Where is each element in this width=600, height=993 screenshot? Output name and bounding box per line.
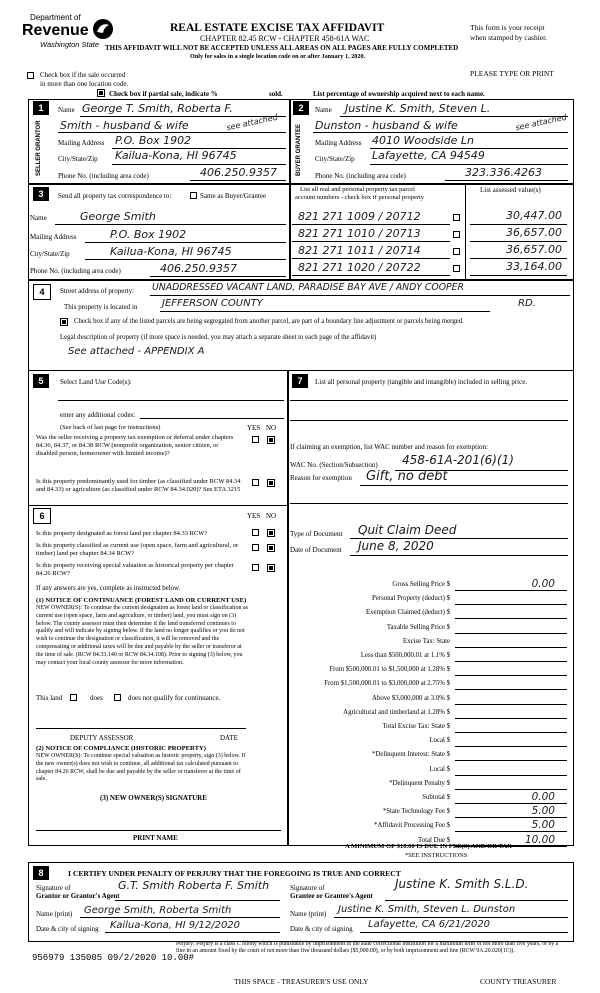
street-address-line — [150, 295, 570, 296]
seller-city[interactable]: Kailua-Kona, HI 96745 — [115, 149, 237, 162]
personal-property-label: List all personal property (tangible and intangible) included in selling price. — [315, 378, 528, 386]
this-land-label: This land — [36, 694, 63, 702]
seller-mail-label: Mailing Address — [58, 139, 105, 147]
tax-row-line — [455, 647, 567, 648]
question-historic: Is this property receiving special valuation as historical property per chapter 84.26 RCW? — [36, 562, 234, 577]
buyer-phone-label: Phone No. (including area code) — [315, 172, 406, 180]
timber-no-checkbox[interactable] — [267, 479, 275, 487]
same-as-buyer-checkbox[interactable] — [190, 192, 197, 199]
parcel-number[interactable]: 821 271 1011 / 20714 — [298, 244, 421, 257]
same-as-buyer-label: Same as Buyer/Grantee — [200, 192, 267, 200]
multi-location-text: Check box if the sale occurred — [40, 71, 126, 79]
grantee-sig-label-1: Signature of — [290, 884, 325, 892]
does-not-checkbox[interactable] — [114, 694, 121, 701]
historic-no-checkbox[interactable] — [267, 564, 275, 572]
street-address-2[interactable]: RD. — [518, 298, 536, 309]
tax-row-label: From $500,000.01 to $1,500,000 at 1.28% $ — [329, 666, 450, 673]
grantor-sig-label-2: Grantor or Grantor's Agent — [36, 892, 120, 900]
street-address-label: Street address of property: — [60, 287, 135, 295]
sold-text: sold. — [269, 90, 283, 98]
assessed-value[interactable]: 36,657.00 — [506, 243, 562, 256]
buyer-phone-line — [445, 180, 568, 181]
see-instructions-note: *SEE INSTRUCTIONS — [405, 852, 468, 859]
corr-name-line — [55, 224, 286, 225]
tax-row-label: Less than $500,000.01 at 1.1% $ — [360, 652, 450, 659]
assessed-value[interactable]: 33,164.00 — [506, 260, 562, 273]
parcels-header-1: List all real and personal property tax parcel — [300, 186, 415, 193]
seller-vertical-label: SELLER GRANTOR — [36, 120, 42, 176]
tax-row-line — [455, 789, 567, 790]
seller-phone-label: Phone No. (including area code) — [58, 172, 149, 180]
tax-row-line — [455, 760, 567, 761]
no-header-2: NO — [266, 512, 277, 520]
tax-row-line — [455, 746, 567, 747]
current-use-no-checkbox[interactable] — [267, 544, 275, 552]
buyer-city[interactable]: Lafayette, CA 94549 — [372, 149, 485, 162]
parcels-header-2: account numbers - check box if personal property — [295, 194, 425, 201]
tax-row-label: Local $ — [429, 766, 450, 773]
question-timber: Is this property predominantly used for timber (as classified under RCW 84.34 and 84.33) or agriculture (as classified under RCW 84.34.020)? See ETA 3215 — [36, 478, 241, 493]
grantor-date-line — [105, 932, 280, 933]
legal-description-label: Legal description of property (if more space is needed, you may attach a separate sheet to each page of the affidavit) — [60, 334, 377, 341]
segregated-label: Check box if any of the listed parcels are being segregated from another parcel, are part of a boundary line adjustment or parcels being merged. — [74, 318, 464, 325]
grantor-sig-line — [115, 900, 280, 901]
yes-header: YES — [247, 424, 261, 432]
located-county[interactable]: JEFFERSON COUNTY — [162, 298, 263, 309]
reason-label: Reason for exemption — [290, 474, 352, 482]
tax-row-line — [455, 661, 567, 662]
grantor-date-label: Date & city of signing — [36, 925, 99, 933]
tax-row-label: Agricultural and timberland at 1.28% $ — [343, 709, 450, 716]
tax-row-line — [455, 704, 567, 705]
department-of-text: Department of — [30, 13, 81, 22]
exemption-yes-checkbox[interactable] — [252, 436, 259, 443]
tax-row-line — [455, 604, 567, 605]
send-correspondence-label: Send all property tax correspondence to: — [58, 192, 172, 200]
street-address[interactable]: UNADDRESSED VACANT LAND, PARADISE BAY AVE / ANDY COOPER — [152, 282, 464, 293]
value-line — [470, 224, 567, 225]
form-warning: THIS AFFIDAVIT WILL NOT BE ACCEPTED UNLESS ALL AREAS ON ALL PAGES ARE FULLY COMPLETED — [105, 44, 459, 52]
land-use-line — [58, 400, 284, 401]
value-line — [470, 241, 567, 242]
forest-yes-checkbox[interactable] — [252, 529, 259, 536]
buyer-name-1[interactable]: Justine K. Smith, Steven L. — [345, 102, 491, 115]
document-type[interactable]: Quit Claim Deed — [358, 523, 457, 537]
wac-label: WAC No. (Section/Subsection) — [290, 461, 378, 469]
located-line — [160, 311, 490, 312]
section-5-number: 5 — [33, 374, 49, 388]
doc-date-line — [350, 555, 568, 556]
segregated-checkbox[interactable] — [60, 318, 68, 326]
buyer-city-line — [370, 164, 568, 165]
section-6-divider — [29, 505, 287, 506]
exemption-claim-label: If claiming an exemption, list WAC number and reason for exemption: — [290, 443, 488, 451]
corr-mail-line — [85, 242, 286, 243]
forest-no-checkbox[interactable] — [267, 529, 275, 537]
parcel-number[interactable]: 821 271 1010 / 20713 — [298, 227, 421, 240]
if-yes-note: If any answers are yes, complete as instructed below. — [36, 585, 181, 592]
personal-property-checkbox[interactable] — [453, 214, 460, 221]
grantee-name-print-label: Name (print) — [290, 910, 327, 918]
document-date[interactable]: June 8, 2020 — [358, 539, 434, 553]
value-line — [470, 258, 567, 259]
corr-city-line — [85, 259, 286, 260]
corr-phone[interactable]: 406.250.9357 — [160, 262, 237, 275]
assessed-value-header: List assessed value(s) — [480, 186, 541, 194]
tax-row-label: Personal Property (deduct) $ — [372, 595, 450, 602]
parcel-number[interactable]: 821 271 1020 / 20722 — [298, 261, 421, 274]
certify-statement: I CERTIFY UNDER PENALTY OF PERJURY THAT THE FOREGOING IS TRUE AND CORRECT — [68, 869, 401, 878]
see-back-label: (See back of last page for instructions) — [60, 424, 161, 431]
assessed-value[interactable]: 30,447.00 — [506, 209, 562, 222]
question-exemption: Was the seller receiving a property tax exemption or deferral under chapters 84.36, 84.37, or 84.38 RCW (nonprofit organization, senior citizen, or disabled person, homeowner with limited income)? — [36, 434, 234, 457]
legal-description[interactable]: See attached - APPENDIX A — [68, 346, 205, 357]
corr-mail-label: Mailing Address — [30, 233, 77, 241]
tax-row-line — [455, 590, 567, 591]
additional-codes-label: enter any additional codes: — [60, 411, 136, 419]
tax-row-line — [455, 803, 567, 804]
tax-row-label: Total Excise Tax: State $ — [382, 723, 450, 730]
tax-row-line — [455, 732, 567, 733]
grantee-name-line — [334, 917, 568, 918]
notice-continuance-body: NEW OWNER(S): To continue the current designation as forest land or classification as current use (open space, farm and agriculture, or timber) land, you must sign on (3) below. The county assessor must then determine if the land transferred continues to qualify and will indicate by signing below. If the land no longer qualifies or you do not wish to continue the designation or classification, it will be removed and the compensating or additional taxes will be due and payable by the seller or transferor at the time of sale. (RCW 84.33.140 or RCW 84.34.108). Prior to signing (3) below, you may contact your local county assessor for more information. — [36, 605, 248, 666]
parcel-line — [292, 258, 450, 259]
tax-row-label: *State Technology Fee $ — [382, 808, 450, 815]
section-6-number: 6 — [33, 508, 51, 524]
county-treasurer-label: COUNTY TREASURER — [480, 977, 557, 986]
seller-name-1[interactable]: George T. Smith, Roberta F. — [82, 102, 233, 115]
cashier-stamp: 956979 135005 09/2/2020 10.00# — [32, 953, 195, 963]
does-not-label: does not qualify for continuance. — [128, 694, 221, 702]
grantor-name-print[interactable]: George Smith, Roberta Smith — [84, 905, 232, 916]
print-name-label: PRINT NAME — [133, 834, 178, 842]
partial-sale-checkbox[interactable] — [97, 89, 105, 97]
ownership-note: List percentage of ownership acquired next to each name. — [313, 90, 485, 98]
grantor-name-line — [80, 917, 280, 918]
tax-row-line — [455, 718, 567, 719]
tax-row-label: Local $ — [429, 737, 450, 744]
washington-text: Washington State — [40, 40, 100, 49]
tax-row-label: Exemption Claimed (deduct) $ — [366, 609, 450, 616]
section-1-number: 1 — [33, 101, 49, 115]
form-warning-2: Only for sales in a single location code on or after January 1, 2020. — [190, 53, 366, 60]
tax-row-label: From $1,500,000.01 to $3,000,000 at 2.75% $ — [324, 680, 450, 687]
form-chapter: CHAPTER 82.45 RCW - CHAPTER 458-61A WAC — [200, 34, 370, 43]
corr-city[interactable]: Kailua-Kona, HI 96745 — [110, 245, 232, 258]
seller-mail[interactable]: P.O. Box 1902 — [115, 134, 192, 147]
corr-name-label: Name — [30, 214, 47, 222]
question-forest: Is this property designated as forest land per chapter 84.33 RCW? — [36, 530, 208, 537]
please-type: PLEASE TYPE OR PRINT — [470, 69, 554, 78]
partial-sale-text: Check box if partial sale, indicate % — [109, 90, 218, 98]
seller-name-line-2 — [58, 132, 286, 133]
value-line — [470, 275, 567, 276]
grantee-signature[interactable]: Justine K. Smith S.L.D. — [395, 877, 529, 891]
treasurer-use-label: THIS SPACE - TREASURER'S USE ONLY — [234, 977, 369, 986]
assessed-value[interactable]: 36,657.00 — [506, 226, 562, 239]
buyer-see-attached: see attached — [514, 112, 568, 133]
buyer-phone[interactable]: 323.336.4263 — [465, 166, 542, 179]
tax-row-value[interactable]: 0.00 — [531, 791, 555, 803]
buyer-name-line-1 — [340, 116, 568, 117]
section-7-number: 7 — [292, 374, 308, 388]
parcel-line — [292, 275, 450, 276]
notice-compliance-body: NEW OWNER(S): To continue special valuation as historic property, sign (3) below. If the new owner(s) does not wish to continue, all additional tax calculated pursuant to chapter 84.26 RCW, shall be due and payable by the seller or transferor at the time of sale. — [36, 753, 246, 783]
section-3-number: 3 — [33, 187, 49, 201]
yes-header-2: YES — [247, 512, 261, 520]
buyer-name-2[interactable]: Dunston - husband & wife — [315, 119, 458, 132]
current-use-yes-checkbox[interactable] — [252, 544, 259, 551]
tax-row-label: Above $3,000,000 at 3.0% $ — [372, 695, 450, 702]
notice-compliance-title: (2) NOTICE OF COMPLIANCE (HISTORIC PROPERTY) — [36, 745, 206, 752]
buyer-city-label: City/State/Zip — [315, 155, 355, 163]
no-header: NO — [266, 424, 277, 432]
exemption-reason[interactable]: Gift, no debt — [366, 469, 448, 484]
grantor-date-city[interactable]: Kailua-Kona, HI 9/12/2020 — [110, 920, 241, 931]
seller-name-2[interactable]: Smith - husband & wife — [60, 119, 189, 132]
buyer-vertical-label: BUYER GRANTEE — [296, 123, 302, 176]
section-4-number: 4 — [33, 284, 51, 300]
corr-phone-line — [150, 276, 286, 277]
personal-property-line-1 — [290, 400, 568, 401]
tax-row-line — [455, 633, 567, 634]
land-use-label: Select Land Use Code(s): — [60, 378, 132, 386]
tax-row-line — [455, 817, 567, 818]
grantee-sig-label-2: Grantee or Grantee's Agent — [290, 892, 373, 900]
print-name-line — [36, 830, 281, 831]
buyer-name-line-2 — [313, 132, 568, 133]
parcel-line — [292, 241, 450, 242]
tax-row-value[interactable]: 0.00 — [531, 578, 555, 590]
grantee-date-city[interactable]: Lafayette, CA 6/21/2020 — [368, 919, 491, 930]
does-checkbox[interactable] — [70, 694, 77, 701]
deputy-assessor-label: DEPUTY ASSESSOR — [70, 734, 134, 742]
revenue-emblem-icon — [92, 18, 114, 40]
exemption-no-checkbox[interactable] — [267, 436, 275, 444]
tax-row-label: *Affidavit Processing Fee $ — [374, 822, 450, 829]
receipt-line-2: when stamped by cashier. — [470, 33, 548, 42]
parcel-number[interactable]: 821 271 1009 / 20712 — [298, 210, 421, 223]
personal-property-line-2 — [290, 420, 568, 421]
tax-row-label: *Delinquent Interest: State $ — [372, 751, 450, 758]
section-2-number: 2 — [293, 101, 309, 115]
form-title: REAL ESTATE EXCISE TAX AFFIDAVIT — [170, 22, 385, 34]
question-current-use: Is this property classified as current use (open space, farm and agricultural, or timber) land per chapter 84.34 RCW? — [36, 542, 239, 557]
tax-row-label: Taxable Selling Price $ — [386, 624, 450, 631]
seller-phone-line — [190, 180, 286, 181]
grantor-sig-label-1: Signature of — [36, 884, 71, 892]
tax-row-value[interactable]: 5.00 — [531, 805, 555, 817]
buyer-mail[interactable]: 4010 Woodside Ln — [372, 134, 474, 147]
does-label: does — [90, 694, 103, 702]
timber-yes-checkbox[interactable] — [252, 479, 259, 486]
tax-row-line — [455, 775, 567, 776]
grantor-name-print-label: Name (print) — [36, 910, 73, 918]
tax-row-label: Gross Selling Price $ — [392, 581, 450, 588]
doc-date-label: Date of Document — [290, 546, 342, 554]
seller-phone[interactable]: 406.250.9357 — [200, 166, 277, 179]
revenue-text: Revenue — [22, 22, 89, 39]
seller-name-label: Name — [58, 106, 75, 114]
reason-line — [360, 485, 568, 486]
minimum-due-note: A MINIMUM OF $10.00 IS DUE IN FEE(S) AND/OR TAX — [345, 843, 512, 850]
personal-property-checkbox[interactable] — [453, 265, 460, 272]
wac-number[interactable]: 458-61A-201(6)(1) — [402, 453, 514, 467]
new-owner-signature-label: (3) NEW OWNER(S) SIGNATURE — [100, 794, 207, 802]
parcel-line — [292, 224, 450, 225]
tax-row-value[interactable]: 10.00 — [524, 834, 555, 846]
parcels-divider — [465, 184, 466, 279]
seller-city-line — [112, 164, 286, 165]
reason-line-2 — [290, 503, 568, 504]
receipt-line-1: This form is your receipt — [470, 23, 545, 32]
perjury-notice: Perjury: Perjury is a class C felony which is punishable by imprisonment in the state correctional institution for a maximum term of not more than five years, or by a fine in an amount fixed by the court of not more than five thousand dollars ($5,000.00), or by both imprisonment and fine (RCW 9A.20.020(1C)). — [176, 941, 559, 954]
tax-row-label: Total Due $ — [418, 837, 450, 844]
tax-row-line — [455, 831, 567, 832]
grantor-signature[interactable]: G.T. Smith Roberta F. Smith — [118, 879, 270, 892]
corr-name[interactable]: George Smith — [80, 210, 156, 223]
corr-mail[interactable]: P.O. Box 1902 — [110, 228, 187, 241]
multi-location-text-2: in more than one location code. — [40, 80, 129, 88]
multi-location-checkbox[interactable] — [27, 72, 34, 79]
seller-see-attached: see attached — [225, 112, 279, 133]
historic-yes-checkbox[interactable] — [252, 564, 259, 571]
tax-row-line — [455, 689, 567, 690]
additional-codes-line — [140, 418, 284, 419]
tax-row-label: Excise Tax: State — [403, 638, 450, 645]
deputy-line — [36, 728, 246, 729]
tax-row-line — [455, 675, 567, 676]
doc-type-label: Type of Document — [290, 530, 343, 538]
corr-city-label: City/State/Zip — [30, 250, 70, 258]
tax-row-label: Subtotal $ — [422, 794, 450, 801]
buyer-name-label: Name — [315, 106, 332, 114]
located-in-label: This property is located in — [64, 303, 138, 311]
grantee-name-print[interactable]: Justine K. Smith, Steven L. Dunston — [338, 904, 516, 915]
grantee-date-label: Date & city of signing — [290, 925, 353, 933]
tax-row-line — [455, 618, 567, 619]
notice-continuance-title: (1) NOTICE OF CONTINUANCE (FOREST LAND OR CURRENT USE) — [36, 597, 247, 604]
grantee-sig-line — [385, 900, 568, 901]
corr-phone-label: Phone No. (including area code) — [30, 267, 121, 275]
tax-row-label: *Delinquent Penalty $ — [389, 780, 450, 787]
tax-row-value[interactable]: 5.00 — [531, 819, 555, 831]
grantee-date-line — [360, 932, 568, 933]
personal-property-checkbox[interactable] — [453, 248, 460, 255]
personal-property-checkbox[interactable] — [453, 231, 460, 238]
seller-city-label: City/State/Zip — [58, 155, 98, 163]
deputy-date-label: DATE — [220, 734, 238, 742]
buyer-mail-label: Mailing Address — [315, 139, 362, 147]
section-8-number: 8 — [33, 866, 49, 880]
